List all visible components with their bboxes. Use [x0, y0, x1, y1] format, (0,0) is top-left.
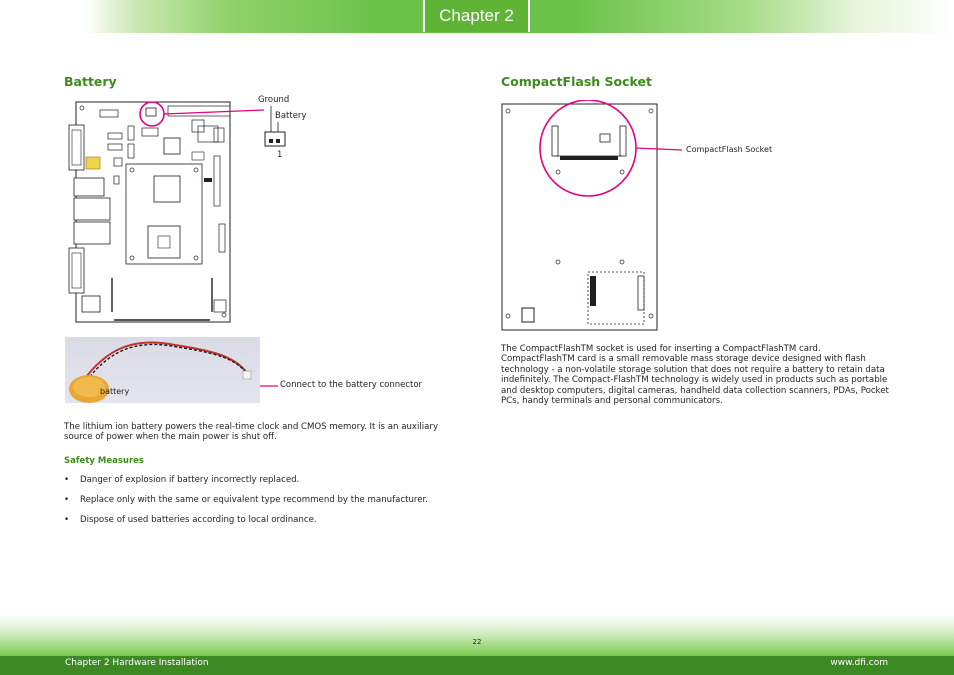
battery-description: The lithium ion battery powers the real-time clock and CMOS memory. It is an auxiliary source of power when the main power is shut off. [64, 422, 439, 443]
safety-item-text: Replace only with the same or equivalent type recommend by the manufacturer. [80, 495, 429, 505]
footer-chapter-label: Chapter 2 Hardware Installation [65, 658, 209, 668]
cf-section-title: CompactFlash Socket [501, 74, 652, 89]
battery-wire-illustration [65, 337, 260, 403]
safety-item: • Danger of explosion if battery incorrectly replaced. [64, 475, 300, 485]
battery-photo [65, 337, 260, 403]
battery-section-title: Battery [64, 74, 117, 89]
ground-label: Ground [258, 95, 290, 105]
cf-description: The CompactFlashTM socket is used for inserting a CompactFlashTM card. CompactFlashTM card is a small removable mass storage device designed with flash technology - a non-volatile storage solution that does not require a battery to retain data indefinitely. The Compact-FlashTM technology is widely used in products such as portable and desktop computers, digital cameras, handheld data collection scanners, PDAs, Pocket PCs, handy terminals and personal communicators. [501, 344, 889, 407]
footer-website-link[interactable]: www.dfi.com [830, 658, 888, 668]
safety-item: • Replace only with the same or equivalent type recommend by the manufacturer. [64, 495, 429, 505]
safety-item-text: Danger of explosion if battery incorrectly replaced. [80, 475, 300, 485]
safety-item: • Dispose of used batteries according to local ordinance. [64, 515, 317, 525]
photo-callout-line [260, 384, 280, 388]
pin-one-label: 1 [277, 150, 283, 160]
page-number: 22 [472, 638, 482, 646]
cf-callout-label: CompactFlash Socket [686, 145, 773, 154]
safety-measures-title: Safety Measures [64, 456, 144, 466]
photo-callout-label: Connect to the battery connector [280, 380, 423, 390]
safety-item-text: Dispose of used batteries according to local ordinance. [80, 515, 317, 525]
board-diagram-cf [500, 100, 700, 332]
chapter-tab: Chapter 2 [423, 0, 530, 32]
board-diagram-battery [64, 100, 314, 325]
battery-pin-label: Battery [275, 111, 307, 121]
battery-photo-caption: battery [100, 387, 130, 396]
